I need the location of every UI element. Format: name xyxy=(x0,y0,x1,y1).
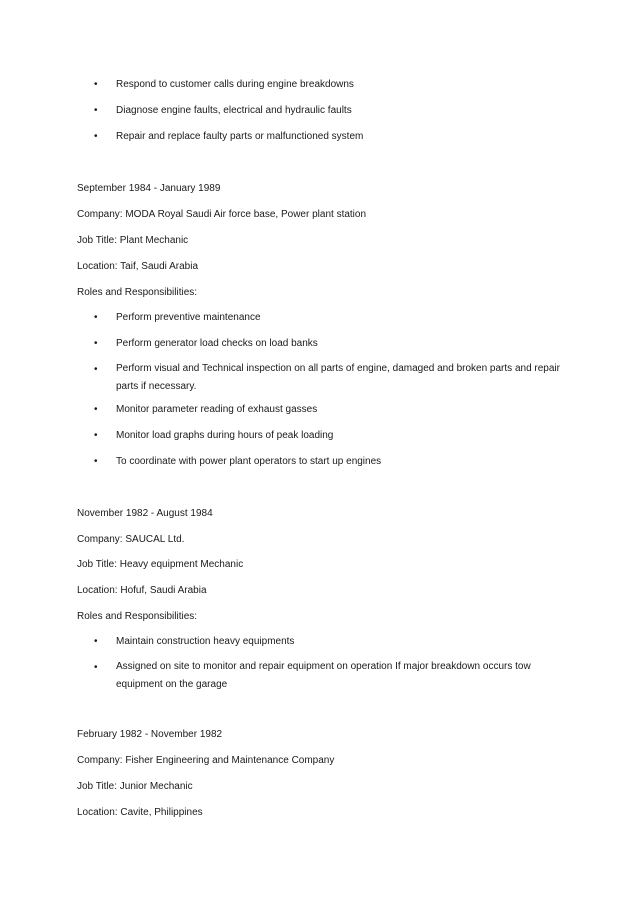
job-company: Company: MODA Royal Saudi Air force base, Power plant station xyxy=(77,209,367,220)
bullet-marker: • xyxy=(94,312,98,323)
bullet-marker: • xyxy=(94,131,98,142)
roles-heading: Roles and Responsibilities: xyxy=(77,287,198,298)
job-location: Location: Taif, Saudi Arabia xyxy=(77,261,199,272)
list-item: Respond to customer calls during engine breakdowns xyxy=(116,79,354,90)
bullet-marker: • xyxy=(94,662,98,673)
job-title: Job Title: Heavy equipment Mechanic xyxy=(77,559,244,570)
bullet-marker: • xyxy=(94,404,98,415)
bullet-marker: • xyxy=(94,79,98,90)
job-company: Company: Fisher Engineering and Maintenance Company xyxy=(77,755,335,766)
list-item: Maintain construction heavy equipments xyxy=(116,636,295,647)
job-period: February 1982 - November 1982 xyxy=(77,729,223,740)
roles-heading: Roles and Responsibilities: xyxy=(77,611,198,622)
list-item: To coordinate with power plant operators to start up engines xyxy=(116,456,382,467)
job-title: Job Title: Junior Mechanic xyxy=(77,781,193,792)
list-item: Assigned on site to monitor and repair equipment on operation If major breakdown occurs tow equipment on the garage xyxy=(116,661,531,690)
job-location: Location: Hofuf, Saudi Arabia xyxy=(77,585,207,596)
job-period: November 1982 - August 1984 xyxy=(77,508,213,519)
bullet-marker: • xyxy=(94,105,98,116)
bullet-marker: • xyxy=(94,636,98,647)
bullet-marker: • xyxy=(94,338,98,349)
list-item: Perform generator load checks on load banks xyxy=(116,338,318,349)
job-period: September 1984 - January 1989 xyxy=(77,183,221,194)
job-title: Job Title: Plant Mechanic xyxy=(77,235,189,246)
bullet-marker: • xyxy=(94,430,98,441)
list-item: Monitor load graphs during hours of peak loading xyxy=(116,430,334,441)
bullet-marker: • xyxy=(94,364,98,375)
job-company: Company: SAUCAL Ltd. xyxy=(77,534,185,545)
job-location: Location: Cavite, Philippines xyxy=(77,807,203,818)
list-item: Perform preventive maintenance xyxy=(116,312,261,323)
list-item: Repair and replace faulty parts or malfunctioned system xyxy=(116,131,364,142)
list-item: Perform visual and Technical inspection on all parts of engine, damaged and broken parts and repair parts if necessary. xyxy=(116,363,560,392)
bullet-marker: • xyxy=(94,456,98,467)
list-item: Monitor parameter reading of exhaust gasses xyxy=(116,404,318,415)
list-item: Diagnose engine faults, electrical and hydraulic faults xyxy=(116,105,352,116)
